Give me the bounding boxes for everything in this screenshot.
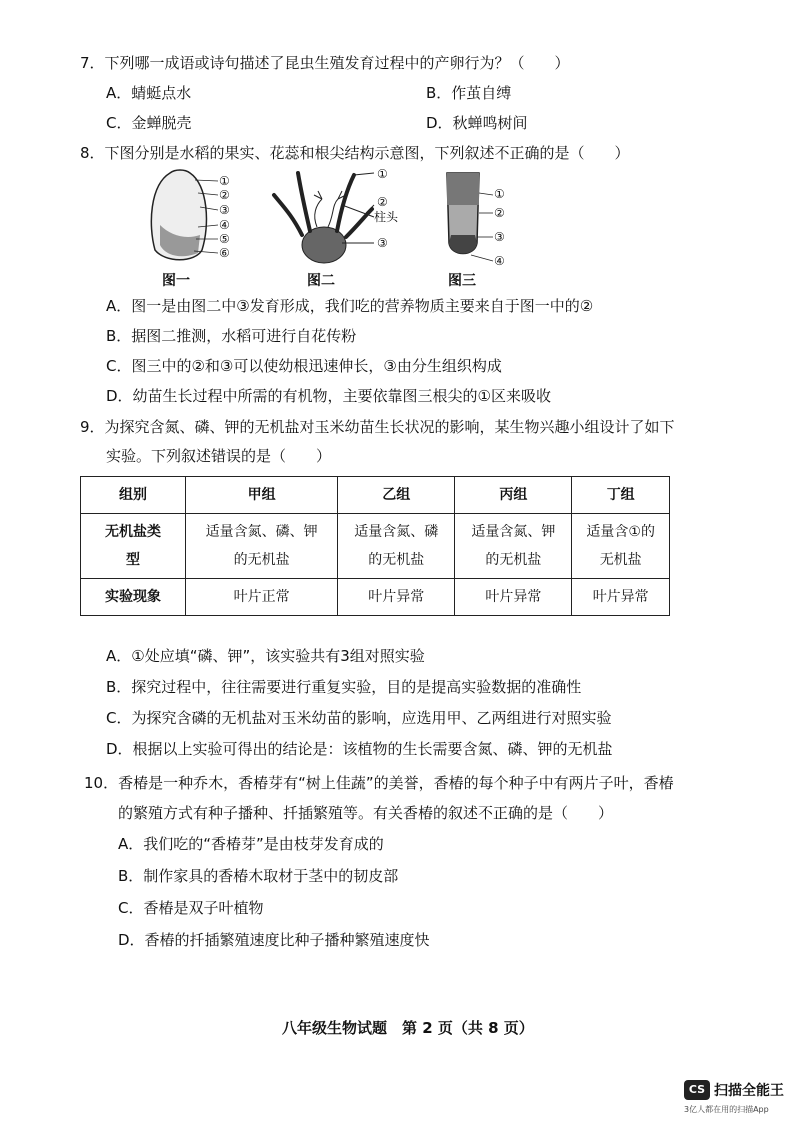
q10-stem-line2: 的繁殖方式有种子播种、扦插繁殖等。有关香椿的叙述不正确的是（ ）	[118, 804, 614, 822]
table-header-cell: 丁组	[572, 477, 670, 514]
q7-stem: 7．下列哪一成语或诗句描述了昆虫生殖发育过程中的产卵行为？（ ）	[80, 54, 570, 72]
table-cell	[572, 514, 670, 579]
fig3-label-4: ④	[494, 254, 505, 268]
fig1-label-2: ②	[219, 188, 230, 202]
q9-option-c: C．为探究含磷的无机盐对玉米幼苗的影响，应选用甲、乙两组进行对照实验	[106, 709, 612, 727]
table-cell: 叶片正常	[186, 579, 338, 616]
table-cell-line: 适量含①的	[586, 524, 655, 540]
table-cell: 叶片异常	[338, 579, 455, 616]
q7-option-c: C．金蝉脱壳	[106, 114, 192, 132]
table-cell-line: 的无机盐	[485, 552, 542, 568]
table-row-head	[81, 514, 186, 579]
q9-stem-line1: 9．为探究含氮、磷、钾的无机盐对玉米幼苗生长状况的影响，某生物兴趣小组设计了如下	[80, 418, 675, 436]
table-row-head-line: 型	[126, 552, 140, 568]
fig1-caption: 图一	[162, 273, 190, 289]
fig3-label-3: ③	[494, 230, 505, 244]
table-row	[81, 514, 670, 579]
q7-option-a: A．蜻蜓点水	[106, 84, 192, 102]
table-header-cell: 丙组	[455, 477, 572, 514]
watermark-title: 扫描全能王	[714, 1083, 784, 1099]
table-row-head-line: 无机盐类	[105, 524, 161, 540]
table-cell	[338, 514, 455, 579]
table-header-row	[81, 477, 670, 514]
q8-option-b: B．据图二推测，水稻可进行自花传粉	[106, 327, 357, 345]
table-header-cell: 组别	[81, 477, 186, 514]
fig2-caption: 图二	[307, 273, 335, 289]
table-cell-line: 适量含氮、磷、钾	[205, 524, 318, 540]
q8-option-c: C．图三中的②和③可以使幼根迅速伸长，③由分生组织构成	[106, 357, 502, 375]
q7-option-b: B．作茧自缚	[426, 84, 512, 102]
table-row	[81, 579, 670, 616]
camscanner-logo-icon: CS	[684, 1080, 710, 1100]
experiment-table	[80, 476, 670, 616]
table-cell	[455, 514, 572, 579]
watermark-subtitle: 3亿人都在用的扫描App	[684, 1105, 769, 1114]
q10-option-a: A．我们吃的“香椿芽”是由枝芽发育成的	[118, 835, 384, 853]
fig3-caption: 图三	[448, 273, 476, 289]
table-cell	[186, 514, 338, 579]
table-cell: 叶片异常	[455, 579, 572, 616]
fig1-label-3: ③	[219, 203, 230, 217]
rice-flower-figure	[262, 165, 392, 270]
fig1-label-1: ①	[219, 174, 230, 188]
table-cell-line: 适量含氮、钾	[471, 524, 556, 540]
table-header-cell: 乙组	[338, 477, 455, 514]
q9-option-b: B．探究过程中，往往需要进行重复实验，目的是提高实验数据的准确性	[106, 678, 582, 696]
table-cell-line: 无机盐	[599, 552, 642, 568]
table-cell-line: 的无机盐	[233, 552, 290, 568]
q10-option-c: C．香椿是双子叶植物	[118, 899, 264, 917]
page-footer: 八年级生物试题 第 2 页（共 8 页）	[282, 1019, 534, 1037]
fig2-label-stigma: 柱头	[374, 210, 399, 224]
fig1-label-4: ④	[219, 218, 230, 232]
fig2-label-2: ②	[377, 195, 388, 209]
q10-stem-line1: 10．香椿是一种乔木，香椿芽有“树上佳蔬”的美誉，香椿的每个种子中有两片子叶，香椿	[84, 774, 674, 792]
q9-stem-line2: 实验。下列叙述错误的是（ ）	[106, 447, 332, 465]
q10-option-b: B．制作家具的香椿木取材于茎中的韧皮部	[118, 867, 399, 885]
table-cell: 叶片异常	[572, 579, 670, 616]
q9-option-a: A．①处应填“磷、钾”，该实验共有3组对照实验	[106, 647, 425, 665]
q9-option-d: D．根据以上实验可得出的结论是：该植物的生长需要含氮、磷、钾的无机盐	[106, 740, 613, 758]
q8-option-a: A．图一是由图二中③发育形成，我们吃的营养物质主要来自于图一中的②	[106, 297, 594, 315]
fig1-label-6: ⑥	[219, 246, 230, 260]
table-row-head: 实验现象	[81, 579, 186, 616]
table-cell-line: 的无机盐	[368, 552, 425, 568]
q10-option-d: D．香椿的扦插繁殖速度比种子播种繁殖速度快	[118, 931, 430, 949]
q8-option-d: D．幼苗生长过程中所需的有机物，主要依靠图三根尖的①区来吸收	[106, 387, 552, 405]
q7-option-d: D．秋蝉鸣树间	[426, 114, 528, 132]
fig3-label-2: ②	[494, 206, 505, 220]
table-cell-line: 适量含氮、磷	[354, 524, 439, 540]
q8-stem: 8．下图分别是水稻的果实、花蕊和根尖结构示意图，下列叙述不正确的是（ ）	[80, 144, 630, 162]
fig3-label-1: ①	[494, 187, 505, 201]
fig2-label-1: ①	[377, 167, 388, 181]
fig2-label-3: ③	[377, 236, 388, 250]
table-header-cell: 甲组	[186, 477, 338, 514]
fig1-label-5: ⑤	[219, 232, 230, 246]
